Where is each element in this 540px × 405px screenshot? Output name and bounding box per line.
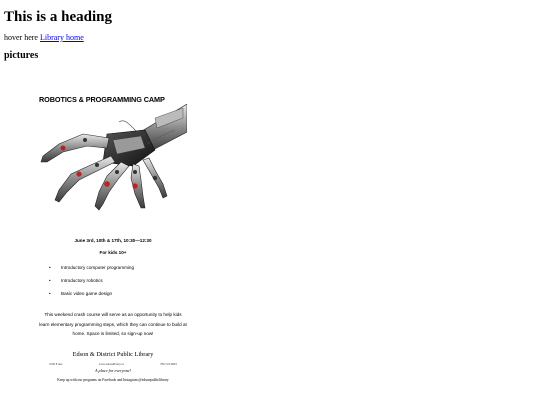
camp-poster-image — [33, 88, 193, 388]
library-tagline: A place for everyone! — [94, 368, 132, 373]
poster-description: This weekend crash course will serve as an opportunity to help kids learn elementary programming steps, which they can continue to build at home. Space is limited, so sign-up now! — [39, 312, 187, 336]
poster-title: ROBOTICS & PROGRAMMING CAMP — [39, 95, 165, 104]
library-home-link[interactable]: Library home — [39, 33, 84, 42]
hover-text: hover here — [4, 33, 38, 42]
contact-row — [39, 362, 187, 366]
poster-age: For kids 10+ — [99, 250, 127, 255]
library-website: www.edsonlibrary.ca — [98, 362, 124, 366]
social-line: Keep up with our programs on Facebook and Instagram @edsonpubliclibrary — [57, 378, 169, 382]
pictures-subheading: pictures — [4, 50, 39, 61]
page-content — [4, 0, 534, 62]
list-item: • Introductory computer programming — [49, 265, 179, 271]
library-name: Edson & District Public Library — [72, 351, 154, 358]
library-phone: 780-723-6691 — [160, 362, 177, 366]
library-address: 4726 8 Ave — [49, 362, 63, 366]
poster-bullet-list — [49, 265, 179, 303]
poster-dates: June 3rd, 10th & 17th, 10:30—12:30 — [74, 238, 152, 243]
list-item: • Basic video game design — [49, 291, 179, 297]
list-item: • Introductory robotics — [49, 278, 179, 284]
hover-line — [4, 33, 534, 43]
page-heading: This is a heading — [4, 9, 112, 25]
robotic-hand-image — [37, 104, 187, 216]
